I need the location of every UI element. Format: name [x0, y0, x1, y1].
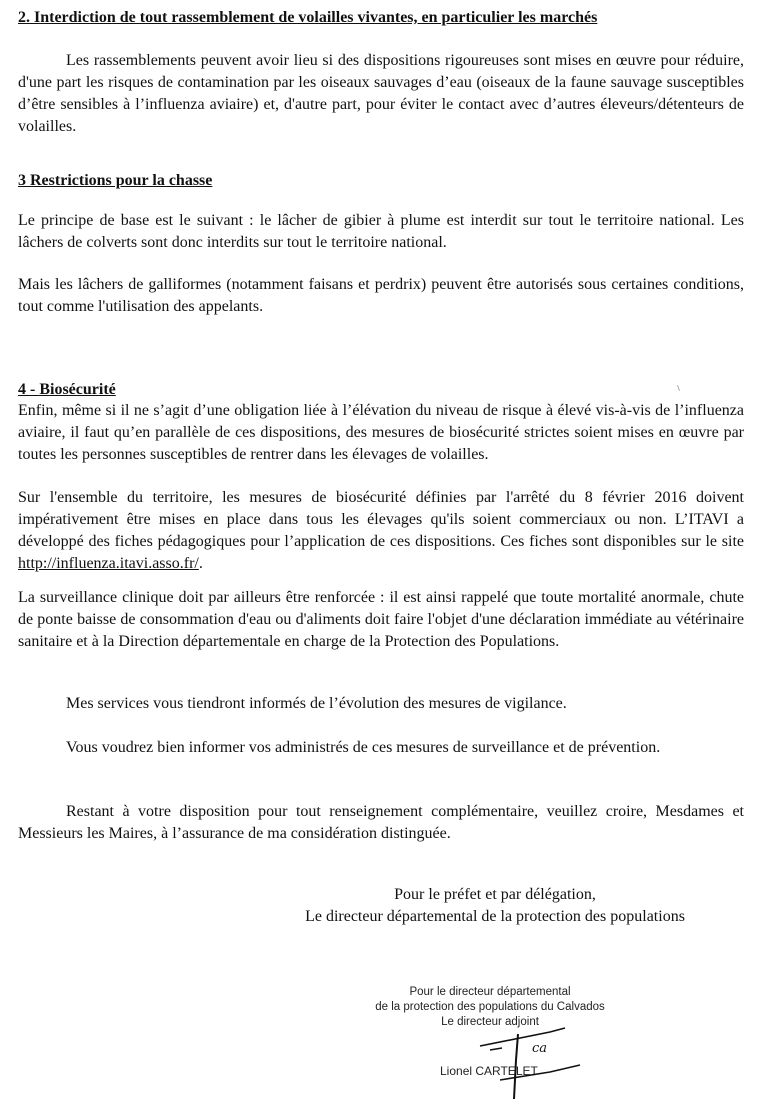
stamp-line-3: Le directeur adjoint [441, 1016, 539, 1028]
signature-initials: ca [532, 1041, 548, 1056]
itavi-link[interactable]: http://influenza.itavi.asso.fr/ [18, 555, 199, 572]
closing-line-2 [18, 737, 744, 759]
closing-line-1 [18, 693, 744, 715]
section-3-heading: 3 Restrictions pour la chasse [18, 172, 213, 189]
scan-speck [677, 385, 680, 391]
closing-line-3-text: Restant à votre disposition pour tout renseignement complémentaire, veuillez croire, Mesdames et Messieurs les Maires, à l’assurance de ma considération distinguée. [18, 803, 744, 842]
closing-line-3 [18, 801, 744, 845]
signature-stroke-top [480, 1028, 565, 1046]
signature-stroke-vertical [514, 1034, 518, 1099]
stamp-line-1: Pour le directeur départemental [409, 986, 571, 998]
section-4-paragraph-2 [18, 487, 744, 575]
section-3-paragraph-2: Mais les lâchers de galliformes (notamment faisans et perdrix) peuvent être autorisés sous certaines conditions, tout comme l'utilisation des appelants. [18, 276, 744, 315]
signature-stroke-dash [490, 1048, 502, 1050]
section-4-paragraph-3: La surveillance clinique doit par ailleurs être renforcée : il est ainsi rappelé que toute mortalité anormale, chute de ponte baisse de consommation d'eau ou d'aliments doit faire l'objet d'une déclaration immédiate au vétérinaire sanitaire et à la Direction départementale en charge de la Protection des Populations. [18, 589, 744, 650]
section-3-paragraph-1: Le principe de base est le suivant : le lâcher de gibier à plume est interdit sur tout le territoire national. Les lâchers de colverts sont donc interdits sur tout le territoire national. [18, 212, 744, 251]
signatory-name: Lionel CARTELET [440, 1064, 538, 1078]
closing-line-2-text: Vous voudrez bien informer vos administrés de ces mesures de surveillance et de prévention. [66, 739, 661, 756]
handwritten-signature [470, 1020, 610, 1099]
closing-line-1-text: Mes services vous tiendront informés de l’évolution des mesures de vigilance. [66, 695, 567, 712]
signature-block [260, 884, 730, 928]
section-2-paragraph [18, 50, 744, 138]
link-suffix: . [198, 555, 203, 572]
section-2-paragraph-text: Les rassemblements peuvent avoir lieu si des dispositions rigoureuses sont mises en œuvre pour réduire, d'une part les risques de contamination par les oiseaux sauvages d’eau (oiseaux de la faune sauvage susceptibles d’être sensibles à l’influenza aviaire) et, d'autre part, pour éviter le contact avec d’autres éleveurs/détenteurs de volailles. [18, 52, 744, 135]
section-4-paragraph-1: Enfin, même si il ne s’agit d’une obligation liée à l’élévation du niveau de risque à élevé vis-à-vis de l’influenza aviaire, il faut qu’en parallèle de ces dispositions, des mesures de biosécurité strictes soient mises en œuvre par toutes les personnes susceptibles de rentrer dans les élevages de volailles. [18, 402, 744, 463]
signature-stroke-bottom [500, 1065, 580, 1080]
stamp-line-2: de la protection des populations du Calvados [375, 1001, 605, 1013]
section-4-heading: 4 - Biosécurité [18, 381, 116, 398]
section-4-paragraph-2-text: Sur l'ensemble du territoire, les mesures de biosécurité définies par l'arrêté du 8 février 2016 doivent impérativement être mises en place dans tous les élevages qu'ils soient commerciaux ou non. L’ITAVI a développé des fiches pédagogiques pour l’application de ces dispositions. Ces fiches sont disponibles sur le site [18, 489, 744, 550]
signature-line-2: Le directeur départemental de la protection des populations [305, 908, 685, 925]
signature-line-1: Pour le préfet et par délégation, [394, 886, 596, 903]
section-2-heading: 2. Interdiction de tout rassemblement de volailles vivantes, en particulier les marchés [18, 9, 598, 26]
